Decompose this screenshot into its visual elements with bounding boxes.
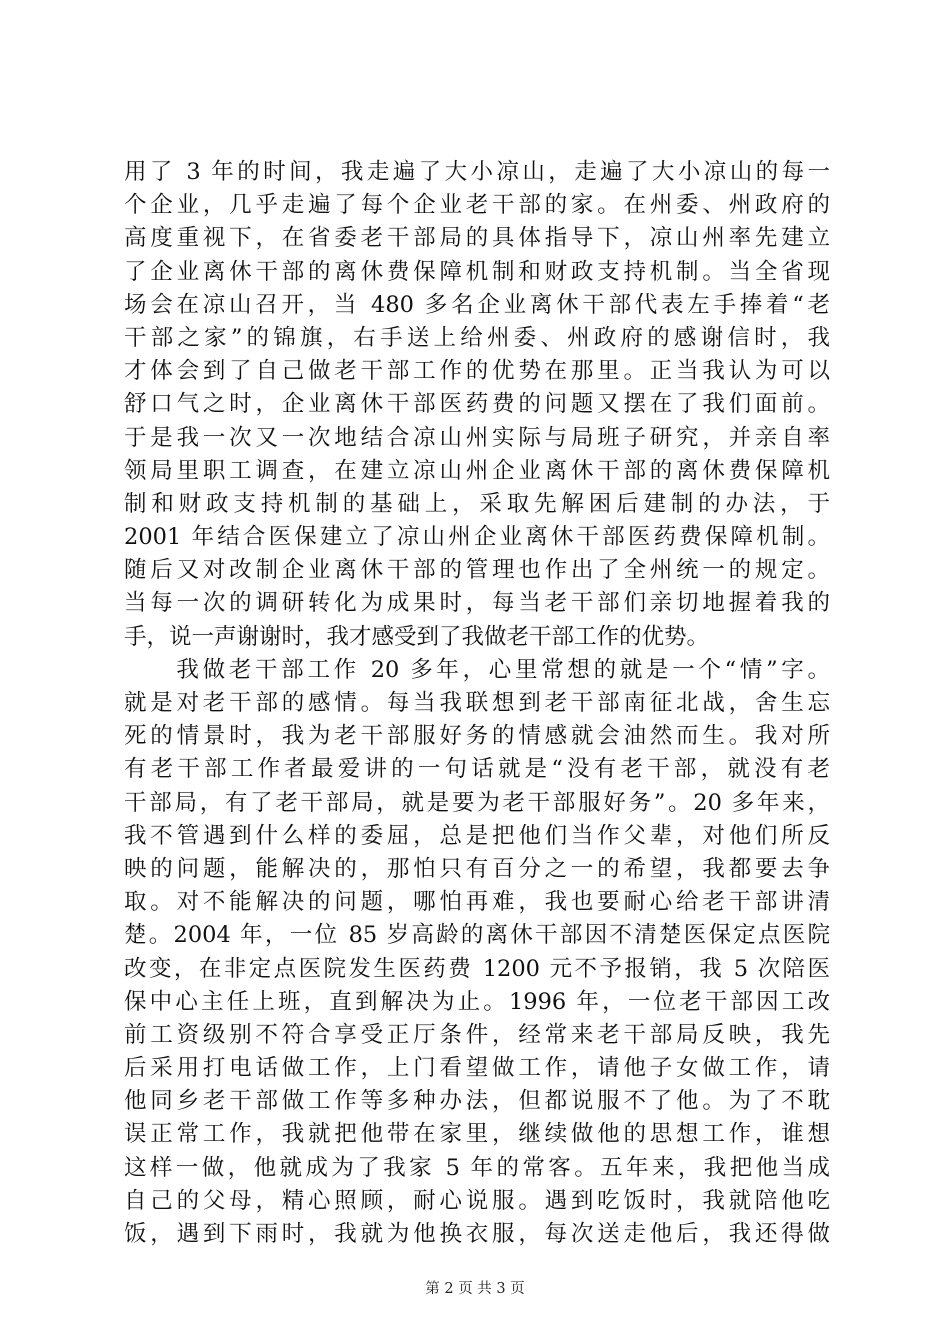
text-line: 我不管遇到什么样的委屈，总是把他们当作父辈，对他们所反 bbox=[124, 822, 830, 849]
text-line: 死的情景时，我为老干部服好务的情感就会油然而生。我对所 bbox=[124, 723, 830, 750]
text-line: 才体会到了自己做老干部工作的优势在那里。正当我认为可以 bbox=[124, 358, 830, 385]
text-line: 有老干部工作者最爱讲的一句话就是“没有老干部，就没有老 bbox=[124, 756, 830, 783]
text-line: 误正常工作，我就把他带在家里，继续做他的思想工作，谁想 bbox=[124, 1121, 830, 1148]
text-line: 2001 年结合医保建立了凉山州企业离休干部医药费保障机制。 bbox=[124, 524, 830, 551]
text-line: 干部局，有了老干部局，就是要为老干部服好务”。20 多年来， bbox=[124, 789, 830, 816]
text-line: 取。对不能解决的问题，哪怕再难，我也要耐心给老干部讲清 bbox=[124, 889, 830, 916]
text-line: 用了 3 年的时间，我走遍了大小凉山，走遍了大小凉山的每一 bbox=[124, 159, 830, 185]
text-line: 自己的父母，精心照顾，耐心说服。遇到吃饭时，我就陪他吃 bbox=[124, 1187, 830, 1214]
text-line: 个企业，几乎走遍了每个企业老干部的家。在州委、州政府的 bbox=[124, 192, 830, 219]
text-line: 当每一次的调研转化为成果时，每当老干部们亲切地握着我的 bbox=[124, 590, 830, 617]
text-line: 楚。2004 年，一位 85 岁高龄的离休干部因不清楚医保定点医院 bbox=[124, 922, 830, 949]
text-line: 他同乡老干部做工作等多种办法，但都说服不了他。为了不耽 bbox=[124, 1088, 830, 1115]
text-line: 随后又对改制企业离休干部的管理也作出了全州统一的规定。 bbox=[124, 557, 830, 584]
text-line: 于是我一次又一次地结合凉山州实际与局班子研究，并亲自率 bbox=[124, 424, 830, 451]
text-line: 我做老干部工作 20 多年，心里常想的就是一个“情”字。 bbox=[124, 656, 830, 683]
text-line: 高度重视下，在省委老干部局的具体指导下，凉山州率先建立 bbox=[124, 225, 830, 252]
text-line: 保中心主任上班，直到解决为止。1996 年，一位老干部因工改 bbox=[124, 988, 830, 1015]
text-line: 干部之家”的锦旗，右手送上给州委、州政府的感谢信时，我 bbox=[124, 324, 830, 351]
text-line: 了企业离休干部的离休费保障机制和财政支持机制。当全省现 bbox=[124, 258, 830, 285]
text-line: 前工资级别不符合享受正厅条件，经常来老干部局反映，我先 bbox=[124, 1021, 830, 1048]
text-line: 领局里职工调查，在建立凉山州企业离休干部的离休费保障机 bbox=[124, 457, 830, 484]
page-footer: 第 2 页 共 3 页 bbox=[425, 1281, 525, 1297]
text-line: 场会在凉山召开，当 480 多名企业离休干部代表左手捧着“老 bbox=[124, 291, 830, 318]
text-line: 就是对老干部的感情。每当我联想到老干部南征北战，舍生忘 bbox=[124, 690, 830, 716]
text-line: 后采用打电话做工作，上门看望做工作，请他子女做工作，请 bbox=[124, 1055, 830, 1082]
text-line: 舒口气之时，企业离休干部医药费的问题又摆在了我们面前。 bbox=[124, 391, 830, 418]
body-text bbox=[124, 156, 830, 1251]
text-line: 制和财政支持机制的基础上，采取先解困后建制的办法，于 bbox=[124, 490, 830, 517]
text-line: 改变，在非定点医院发生医药费 1200 元不予报销，我 5 次陪医 bbox=[124, 955, 830, 982]
text-line: 饭，遇到下雨时，我就为他换衣服，每次送走他后，我还得做 bbox=[124, 1221, 830, 1247]
text-line: 手，说一声谢谢时，我才感受到了我做老干部工作的优势。 bbox=[124, 623, 710, 650]
text-line: 映的问题，能解决的，那怕只有百分之一的希望，我都要去争 bbox=[124, 855, 830, 882]
text-line: 这样一做，他就成为了我家 5 年的常客。五年来，我把他当成 bbox=[124, 1154, 830, 1181]
